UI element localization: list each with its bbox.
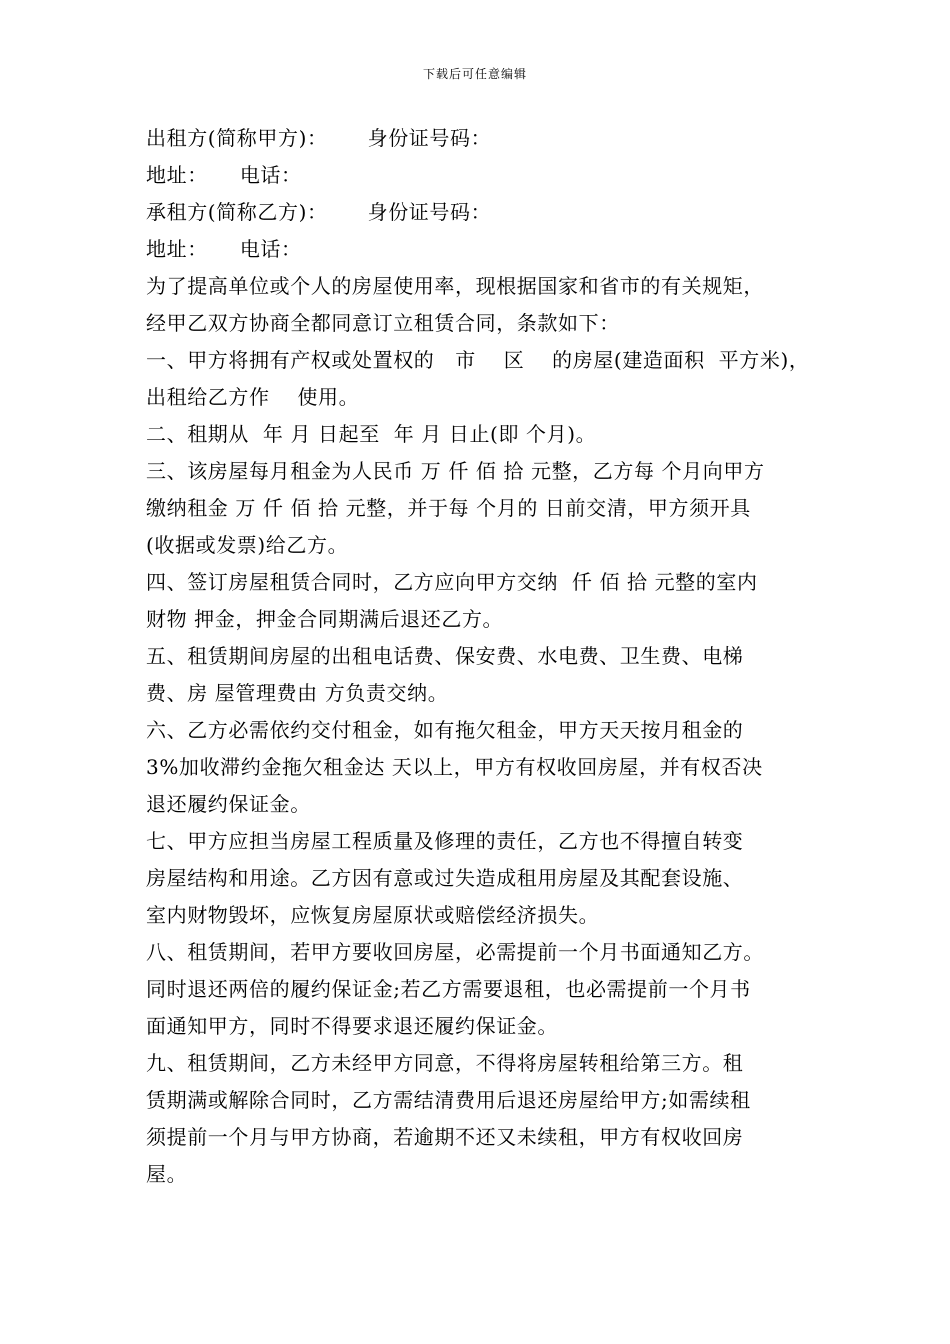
contract-body (146, 120, 826, 1193)
body-line: 屋。 (146, 1162, 188, 1186)
body-line: 缴纳租金 万 仟 佰 拾 元整，并于每 个月的 日前交清，甲方须开具 (146, 496, 751, 520)
party-b-line (146, 194, 826, 231)
body-line: 六、乙方必需依约交付租金，如有拖欠租金，甲方天天按月租金的 (146, 718, 744, 742)
body-line: 面通知甲方，同时不得要求退还履约保证金。 (146, 1014, 558, 1038)
party-a-contact-line (146, 157, 826, 194)
body-line: 出租给乙方作 使用。 (146, 385, 360, 409)
party-b-phone-label: 电话： (239, 237, 302, 261)
party-b-id-label: 身份证号码： (367, 200, 492, 224)
body-line: 三、该房屋每月租金为人民币 万 仟 佰 拾 元整，乙方每 个月向甲方 (146, 459, 765, 483)
party-b-label: 承租方(简称乙方)： (146, 200, 328, 224)
page-header: 下载后可任意编辑 (422, 67, 527, 81)
body-line: 赁期满或解除合同时，乙方需结清费用后退还房屋给甲方;如需续租 (146, 1088, 751, 1112)
body-line: 室内财物毁坏，应恢复房屋原状或赔偿经济损失。 (146, 903, 600, 927)
body-line: 四、签订房屋租赁合同时，乙方应向甲方交纳 仟 佰 拾 元整的室内 (146, 570, 758, 594)
body-line: 经甲乙双方协商全都同意订立租赁合同，条款如下： (146, 311, 620, 335)
body-line: 财物 押金，押金合同期满后退还乙方。 (146, 607, 504, 631)
party-a-label: 出租方(简称甲方)： (146, 126, 328, 150)
body-line: 为了提高单位或个人的房屋使用率，现根据国家和省市的有关规矩， (146, 274, 764, 298)
party-b-address-label: 地址： (146, 237, 208, 261)
body-line: 费、房 屋管理费由 方负责交纳。 (146, 681, 449, 705)
body-line: 退还履约保证金。 (146, 792, 311, 816)
body-line: 3%加收滞约金拖欠租金达 天以上，甲方有权收回房屋，并有权否决 (146, 755, 763, 779)
party-a-phone-label: 电话： (239, 163, 302, 187)
party-a-id-label: 身份证号码： (367, 126, 492, 150)
body-line: 五、租赁期间房屋的出租电话费、保安费、水电费、卫生费、电梯 (146, 644, 744, 668)
party-b-contact-line (146, 231, 826, 268)
body-line: 九、租赁期间，乙方未经甲方同意，不得将房屋转租给第三方。租 (146, 1051, 744, 1075)
body-line: 须提前一个月与甲方协商，若逾期不还又未续租，甲方有权收回房 (146, 1125, 744, 1149)
body-line: 房屋结构和用途。乙方因有意或过失造成租用房屋及其配套设施、 (146, 866, 744, 890)
body-line: 八、租赁期间，若甲方要收回房屋，必需提前一个月书面通知乙方。 (146, 940, 764, 964)
party-a-line (146, 120, 826, 157)
body-line: 同时退还两倍的履约保证金;若乙方需要退租，也必需提前一个月书 (146, 977, 751, 1001)
body-line: 二、租期从 年 月 日起至 年 月 日止(即 个月)。 (146, 422, 597, 446)
party-a-address-label: 地址： (146, 163, 208, 187)
body-line: (收据或发票)给乙方。 (146, 533, 349, 557)
body-line: 一、甲方将拥有产权或处置权的 市 区 的房屋(建造面积 平方米)， (146, 348, 810, 372)
body-line: 七、甲方应担当房屋工程质量及修理的责任，乙方也不得擅自转变 (146, 829, 744, 853)
